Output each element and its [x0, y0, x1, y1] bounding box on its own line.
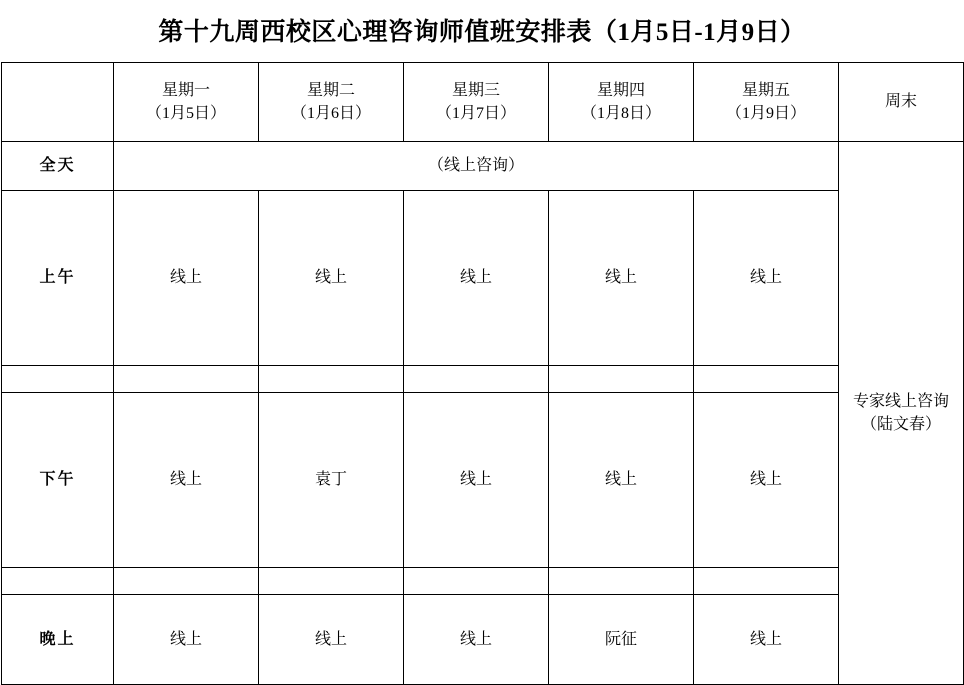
spacer-cell [404, 366, 549, 393]
header-day-wednesday [404, 63, 549, 142]
table-row-morning [2, 191, 964, 366]
header-day-date: （1月5日） [145, 105, 226, 122]
header-day-date: （1月8日） [580, 105, 661, 122]
table-header-row [2, 63, 964, 142]
header-corner-cell [2, 63, 114, 142]
cell-afternoon-tuesday: 袁丁 [259, 393, 404, 568]
page-title: 第十九周西校区心理咨询师值班安排表（1月5日-1月9日） [158, 19, 806, 46]
table-spacer-row [2, 366, 964, 393]
cell-evening-tuesday: 线上 [259, 595, 404, 685]
cell-evening-monday: 线上 [114, 595, 259, 685]
header-day-date: （1月6日） [290, 105, 371, 122]
table-spacer-row [2, 568, 964, 595]
header-day-name: 星期四 [596, 81, 645, 99]
spacer-cell [259, 568, 404, 595]
cell-morning-monday: 线上 [114, 191, 259, 366]
header-day-name: 星期五 [741, 81, 790, 99]
spacer-cell [404, 568, 549, 595]
cell-evening-thursday: 阮征 [549, 595, 694, 685]
header-day-monday [114, 63, 259, 142]
spacer-cell [114, 366, 259, 393]
cell-afternoon-thursday: 线上 [549, 393, 694, 568]
spacer-cell [2, 366, 114, 393]
spacer-cell [694, 568, 839, 595]
header-day-friday [694, 63, 839, 142]
spacer-cell [549, 568, 694, 595]
row-label-morning: 上午 [2, 191, 114, 366]
table-row-afternoon [2, 393, 964, 568]
row-label-afternoon: 下午 [2, 393, 114, 568]
header-weekend: 周末 [839, 63, 964, 142]
cell-morning-thursday: 线上 [549, 191, 694, 366]
row-label-evening: 晚上 [2, 595, 114, 685]
cell-afternoon-monday: 线上 [114, 393, 259, 568]
row-label-allday: 全天 [2, 142, 114, 191]
header-day-date: （1月9日） [725, 105, 806, 122]
cell-morning-tuesday: 线上 [259, 191, 404, 366]
cell-evening-wednesday: 线上 [404, 595, 549, 685]
header-day-name: 星期二 [306, 81, 355, 99]
cell-morning-friday: 线上 [694, 191, 839, 366]
cell-afternoon-friday: 线上 [694, 393, 839, 568]
spacer-cell [259, 366, 404, 393]
duty-schedule-table [1, 62, 964, 685]
cell-afternoon-wednesday: 线上 [404, 393, 549, 568]
spacer-cell [2, 568, 114, 595]
header-day-tuesday [259, 63, 404, 142]
spacer-cell [694, 366, 839, 393]
cell-morning-wednesday: 线上 [404, 191, 549, 366]
weekend-expert-cell: 专家线上咨询（陆文春） [839, 142, 964, 685]
cell-evening-friday: 线上 [694, 595, 839, 685]
table-row-allday [2, 142, 964, 191]
header-day-thursday [549, 63, 694, 142]
table-row-evening [2, 595, 964, 685]
header-day-name: 星期一 [161, 81, 210, 99]
allday-merged-cell: （线上咨询） [114, 142, 839, 191]
header-day-date: （1月7日） [435, 105, 516, 122]
spacer-cell [114, 568, 259, 595]
header-day-name: 星期三 [451, 81, 500, 99]
spacer-cell [549, 366, 694, 393]
